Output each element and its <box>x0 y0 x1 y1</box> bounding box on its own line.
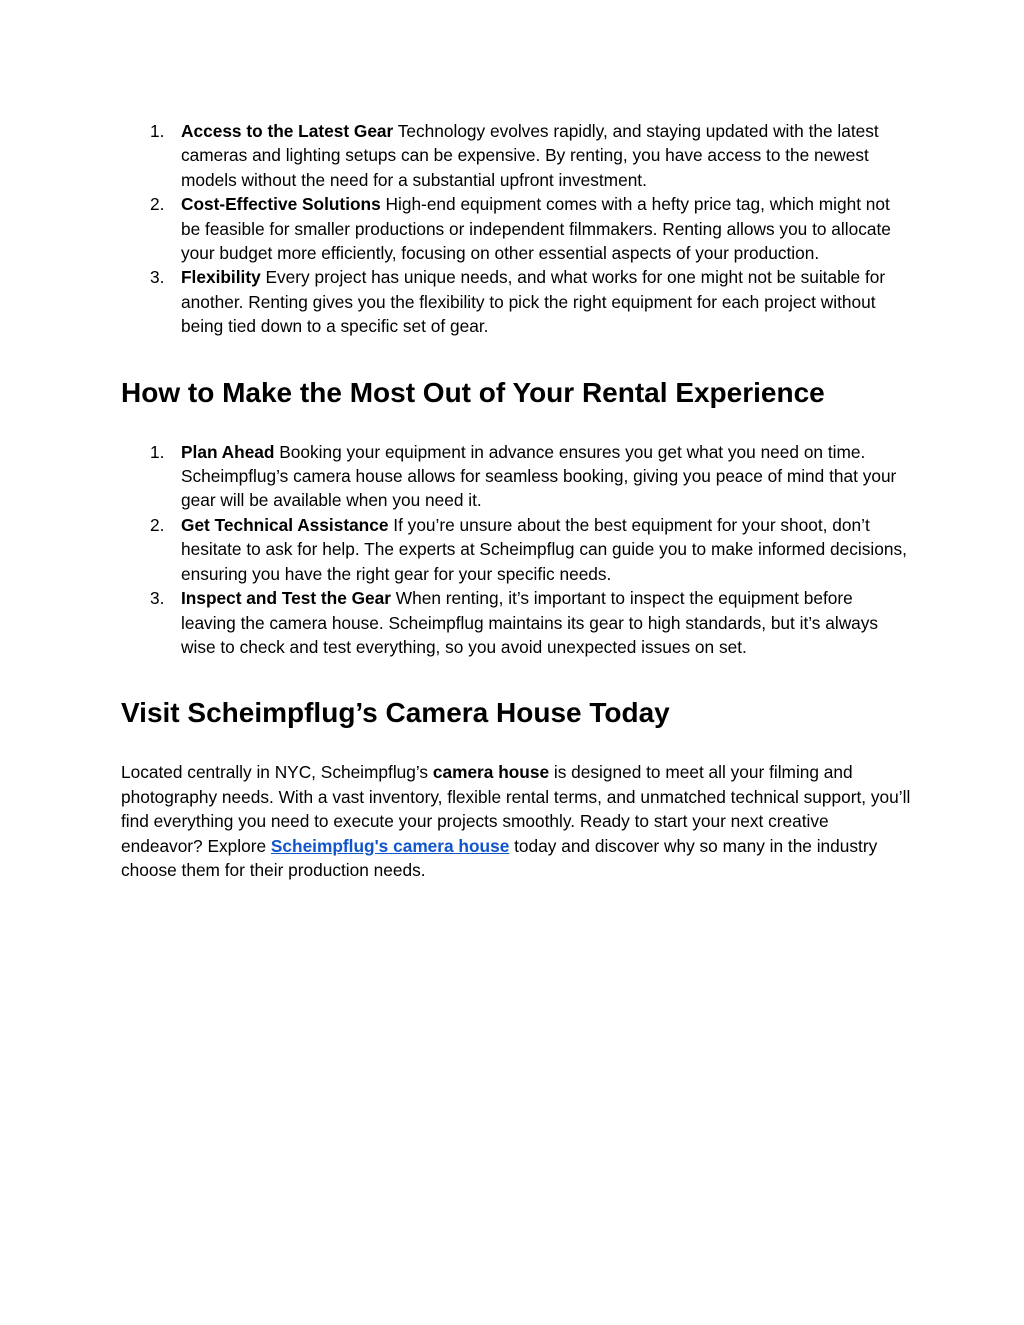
list-item-text: Every project has unique needs, and what works for one might not be suitable for another. Renting gives you the flexibility to pick the right equipment for each project without being tied down to a specific set of gear. <box>181 267 886 337</box>
list-item <box>121 513 911 586</box>
list-number: 1. <box>150 121 165 141</box>
list-number: 2. <box>150 194 165 215</box>
list-number: 3. <box>150 267 165 288</box>
list-item-text: High-end equipment comes with a hefty price tag, which might not be feasible for smaller productions or independent filmmakers. Renting allows you to allocate your budget more efficiently, focusing on other essential aspects of your production. <box>181 194 891 264</box>
list-item-lead: Get Technical Assistance <box>181 514 389 535</box>
list-number: 3. <box>150 588 165 609</box>
list-item-text: When renting, it’s important to inspect the equipment before leaving the camera house. Scheimpflug maintains its gear to high standards, but it’s always wise to check and test everything, so you avoid unexpected issues on set. <box>181 588 879 657</box>
paragraph-text: Located centrally in NYC, Scheimpflug’s <box>121 762 433 783</box>
list-item <box>121 265 911 338</box>
list-item <box>121 586 911 659</box>
paragraph-text: is designed to meet all your filming and photography needs. With a vast inventory, flexible rental terms, and unmatched technical support, you’ll find everything you need to execute your projects smoothly. Ready to start your next creative endeavor? Explore <box>121 762 911 856</box>
list-number: 2. <box>150 514 165 535</box>
document-page <box>121 119 911 882</box>
list-item <box>121 440 911 513</box>
list-item-lead: Inspect and Test the Gear <box>181 588 391 609</box>
list-item-lead: Flexibility <box>181 267 261 288</box>
list-number: 1. <box>150 441 165 462</box>
benefits-list <box>121 119 911 339</box>
list-item-lead: Cost-Effective Solutions <box>181 194 381 215</box>
list-item <box>121 192 911 265</box>
camera-house-link[interactable]: Scheimpflug's camera house <box>270 835 510 856</box>
list-item-lead: Access to the Latest Gear <box>181 121 394 141</box>
list-item-text: Technology evolves rapidly, and staying updated with the latest cameras and lighting setups can be expensive. By renting, you have access to the newest models without the need for a substantial upfront investment. <box>181 121 879 190</box>
section-heading-visit: Visit Scheimpflug’s Camera House Today <box>121 697 670 729</box>
list-item-text: If you’re unsure about the best equipment for your shoot, don’t hesitate to ask for help. The experts at Scheimpflug can guide you to make informed decisions, ensuring you have the right gear for your specific needs. <box>181 514 907 584</box>
list-item-lead: Plan Ahead <box>181 441 275 462</box>
list-item <box>121 119 911 192</box>
paragraph-bold-text: camera house <box>432 762 550 783</box>
visit-paragraph <box>121 760 911 882</box>
paragraph-text: today and discover why so many in the industry choose them for their production needs. <box>121 835 878 880</box>
section-heading-rental-experience: How to Make the Most Out of Your Rental Experience <box>121 376 825 408</box>
rental-tips-list <box>121 440 911 660</box>
list-item-text: Booking your equipment in advance ensures you get what you need on time. Scheimpflug’s camera house allows for seamless booking, giving you peace of mind that your gear will be available when you need it. <box>181 441 897 511</box>
